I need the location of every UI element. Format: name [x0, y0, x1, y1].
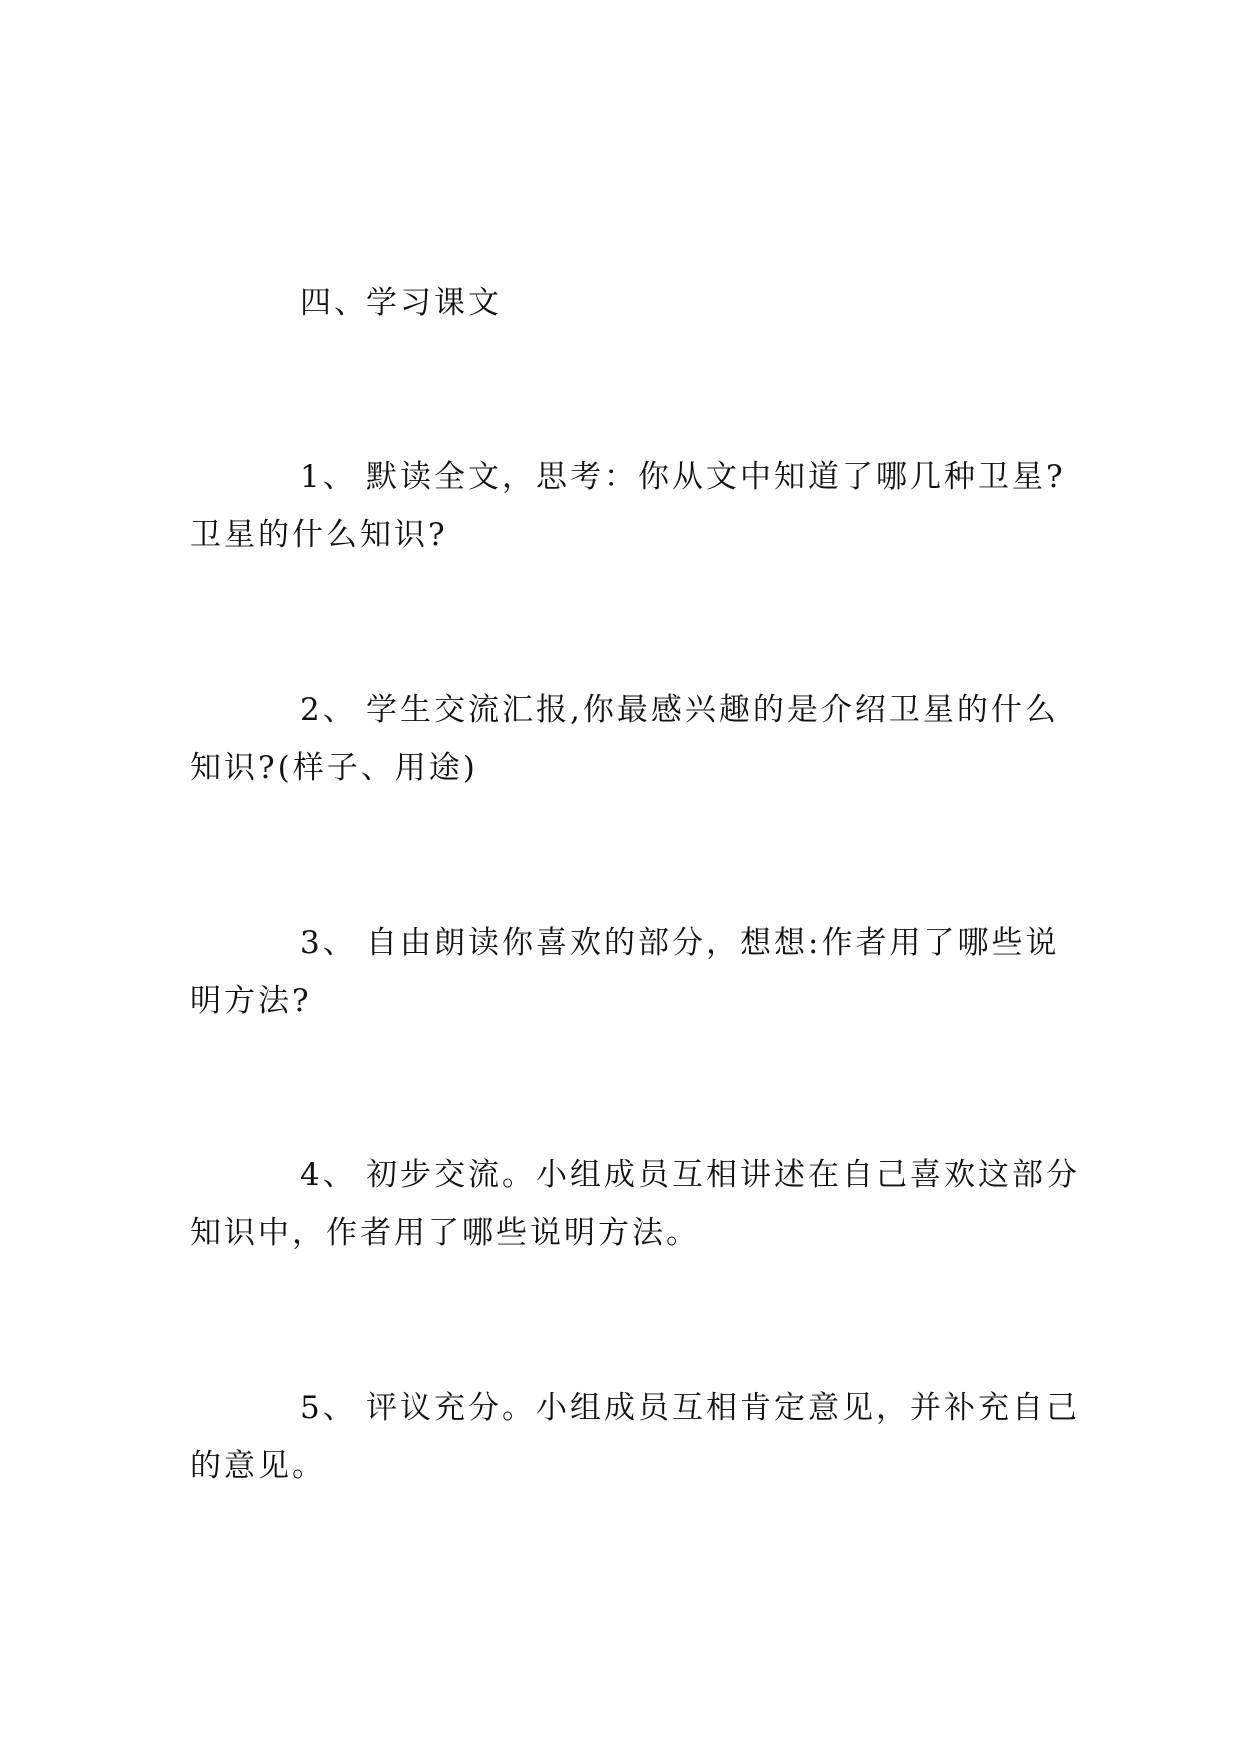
item-1-line-1 [300, 457, 1066, 497]
item-3-line-2: 明方法? [190, 983, 312, 1019]
item-number: 1、 [300, 459, 357, 495]
item-4-line-2: 知识中，作者用了哪些说明方法。 [190, 1215, 700, 1251]
item-text: 学生交流汇报,你最感兴趣的是介绍卫星的什么 [366, 692, 1059, 728]
item-text: 自由朗读你喜欢的部分，想想:作者用了哪些说 [366, 925, 1060, 961]
item-1-line-2: 卫星的什么知识? [190, 517, 448, 553]
item-number: 5、 [300, 1390, 357, 1426]
item-number: 3、 [300, 925, 357, 961]
item-4-line-1 [300, 1155, 1080, 1195]
item-text: 初步交流。小组成员互相讲述在自己喜欢这部分 [366, 1157, 1080, 1193]
item-5-line-2: 的意见。 [190, 1448, 326, 1484]
item-text: 默读全文，思考：你从文中知道了哪几种卫星? [366, 459, 1066, 495]
item-3-line-1 [300, 923, 1059, 963]
item-number: 2、 [300, 692, 357, 728]
item-text: 评议充分。小组成员互相肯定意见，并补充自己 [366, 1390, 1080, 1426]
item-2-line-1 [300, 690, 1059, 730]
item-2-line-2: 知识?(样子、用途) [190, 750, 478, 786]
section-heading [300, 283, 502, 323]
heading-title: 学习课文 [366, 285, 502, 321]
item-number: 4、 [300, 1157, 357, 1193]
item-5-line-1 [300, 1388, 1080, 1428]
heading-number: 四、 [300, 285, 368, 321]
